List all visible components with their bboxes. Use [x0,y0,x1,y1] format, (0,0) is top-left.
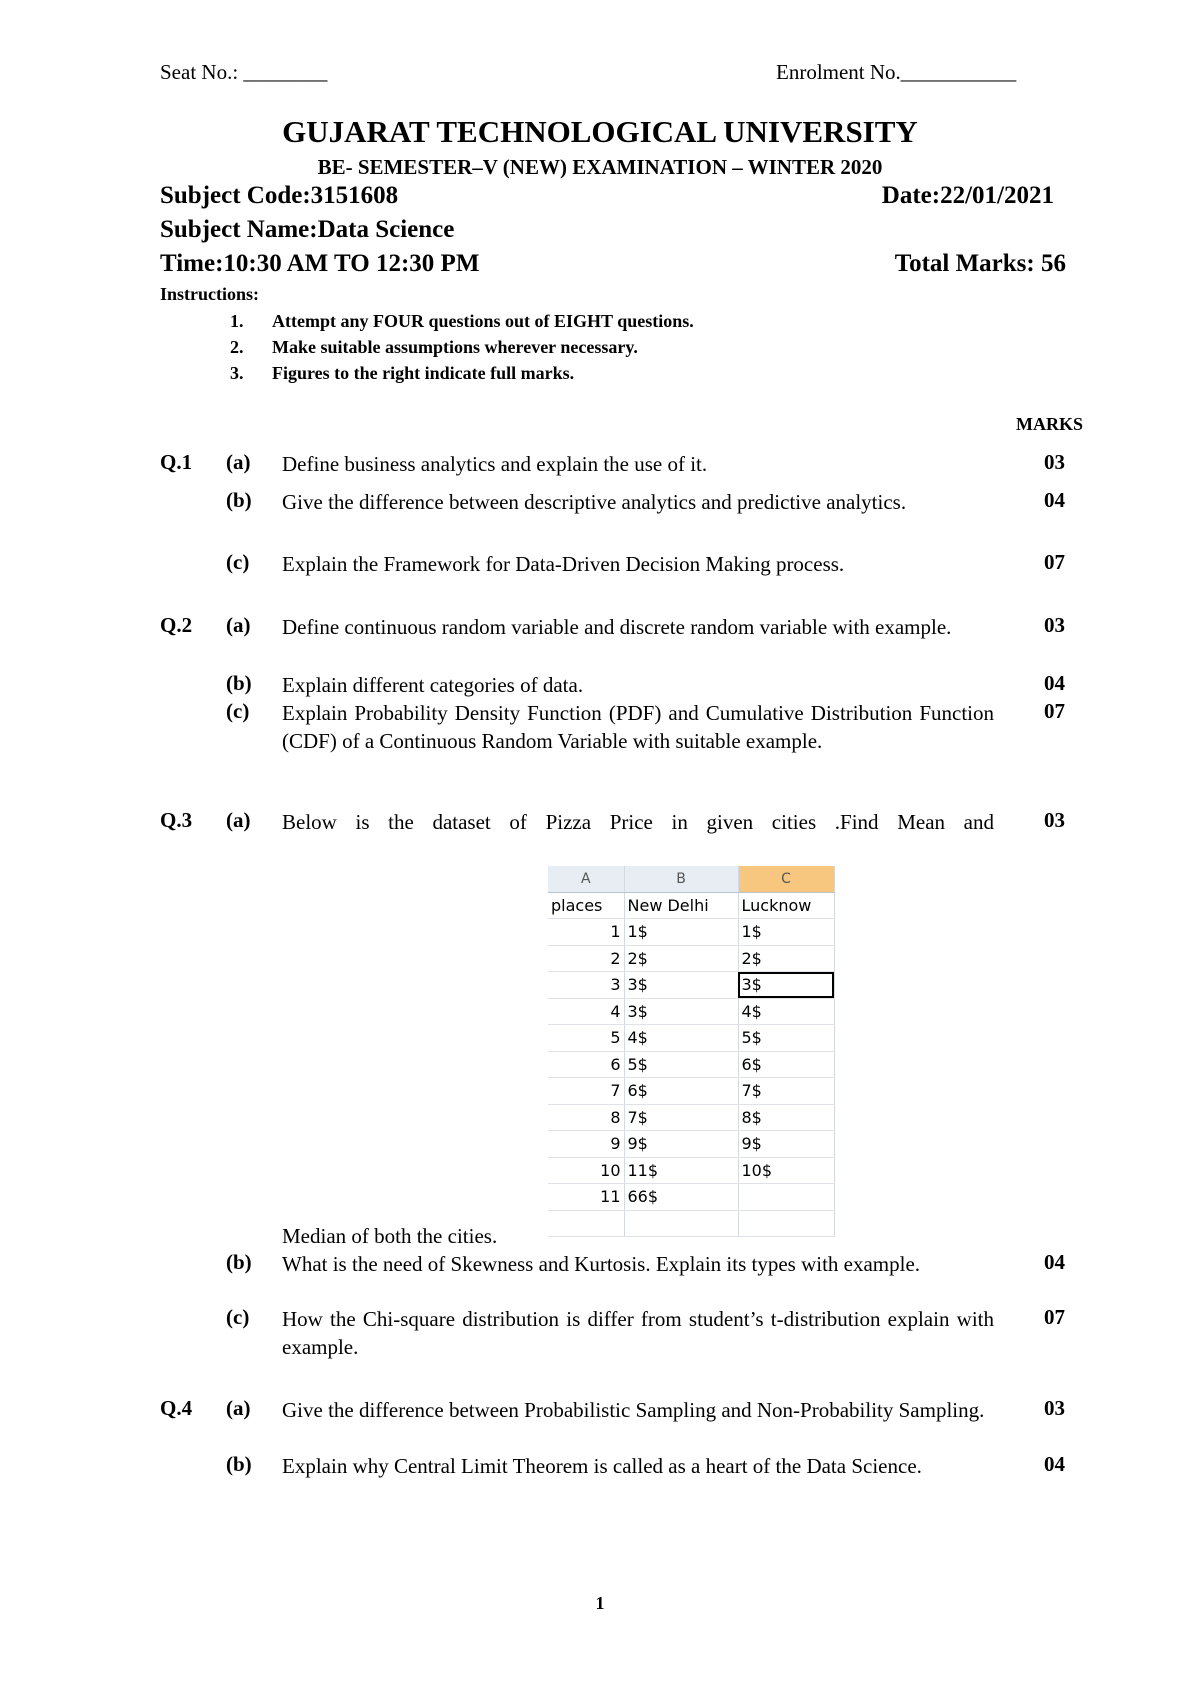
question-part: (c) [226,699,250,723]
question-text: Define business analytics and explain the use of it. [282,452,708,476]
question-marks: 03 [1044,808,1065,832]
table-row [548,1157,834,1184]
question-text: Explain different categories of data. [282,673,584,697]
column-header: places [548,892,624,919]
question-part: (b) [226,671,252,695]
table-cell: 66$ [624,1184,738,1211]
question-text: Give the difference between Probabilistic Sampling and Non-Probability Sampling. [282,1398,985,1422]
table-row [548,1131,834,1158]
table-cell: 9$ [738,1131,834,1158]
table-cell: 3 [548,972,624,999]
question-part: (b) [226,1452,252,1476]
question-text: Median of both the cities. [282,1224,498,1248]
instructions-heading: Instructions: [160,284,260,304]
table-cell: 4 [548,998,624,1025]
subject-code: Subject Code:3151608 [160,182,399,209]
question-marks: 03 [1044,1396,1065,1420]
table-cell: 5 [548,1025,624,1052]
question-part: (b) [226,1250,252,1274]
table-cell: 8 [548,1104,624,1131]
table-cell: 6 [548,1051,624,1078]
table-cell-selected: 3$ [738,972,834,999]
table-row [548,1104,834,1131]
table-row [548,1078,834,1105]
table-cell: 1 [548,919,624,946]
table-cell: 1$ [738,919,834,946]
table-cell: 9 [548,1131,624,1158]
question-text: What is the need of Skewness and Kurtosis. Explain its types with example. [282,1252,921,1276]
column-header: New Delhi [624,892,738,919]
table-row [548,1025,834,1052]
table-cell: 3$ [624,998,738,1025]
question-number: Q.4 [160,1396,193,1420]
total-marks: Total Marks: 56 [894,250,1066,277]
table-row [548,919,834,946]
table-row [548,972,834,999]
column-letter-row [548,866,834,892]
question-text: Below is the dataset of Pizza Price in given cities .Find Mean and [282,810,994,834]
table-cell: 7 [548,1078,624,1105]
table-cell: 2$ [624,945,738,972]
instruction-item: 2. Make suitable assumptions wherever necessary. [230,337,638,357]
seat-no-field: Seat No.: ________ [160,60,328,84]
instruction-item: 3. Figures to the right indicate full marks. [230,363,575,383]
table-cell: 9$ [624,1131,738,1158]
university-title: GUJARAT TECHNOLOGICAL UNIVERSITY [282,114,918,149]
table-cell: 11$ [624,1157,738,1184]
instructions-list [230,308,694,386]
question-marks: 04 [1044,1452,1065,1476]
table-cell: 5$ [738,1025,834,1052]
table-cell: 2 [548,945,624,972]
table-cell: 3$ [624,972,738,999]
question-part: (a) [226,613,251,637]
table-cell: 10 [548,1157,624,1184]
question-marks: 03 [1044,613,1065,637]
table-cell [738,1184,834,1211]
table-cell: 6$ [624,1078,738,1105]
table-cell: 7$ [738,1078,834,1105]
question-part: (c) [226,550,250,574]
question-marks: 07 [1044,550,1065,574]
table-header-row [548,892,834,919]
enrolment-no-field: Enrolment No.___________ [776,60,1017,84]
question-part: (c) [226,1305,250,1329]
question-marks: 07 [1044,1305,1065,1329]
table-row [548,1051,834,1078]
question-marks: 03 [1044,450,1065,474]
page-number: 1 [595,1593,605,1613]
column-letter: A [548,866,624,892]
subject-name: Subject Name:Data Science [160,216,455,243]
question-part: (a) [226,1396,251,1420]
question-text: How the Chi-square distribution is differ from student’s t-distribution explain with example. [282,1307,994,1359]
question-text: Explain the Framework for Data-Driven Decision Making process. [282,552,845,576]
question-marks: 04 [1044,1250,1065,1274]
question-marks: 04 [1044,671,1065,695]
table-cell: 8$ [738,1104,834,1131]
marks-heading: MARKS [1016,414,1083,434]
exam-title: BE- SEMESTER–V (NEW) EXAMINATION – WINTER 2020 [317,155,883,179]
question-text: Define continuous random variable and discrete random variable with example. [282,615,952,639]
question-text: Give the difference between descriptive analytics and predictive analytics. [282,490,907,514]
question-text: Explain why Central Limit Theorem is called as a heart of the Data Science. [282,1454,922,1478]
table-cell: 4$ [624,1025,738,1052]
question-part: (a) [226,450,251,474]
question-number: Q.2 [160,613,193,637]
column-letter: B [624,866,738,892]
question-marks: 04 [1044,488,1065,512]
table-cell: 4$ [738,998,834,1025]
table-cell: 10$ [738,1157,834,1184]
question-number: Q.3 [160,808,193,832]
question-part: (b) [226,488,252,512]
table-row [548,998,834,1025]
table-cell: 1$ [624,919,738,946]
column-letter: C [738,866,834,892]
question-marks: 07 [1044,699,1065,723]
question-part: (a) [226,808,251,832]
table-cell: 11 [548,1184,624,1211]
table-row [548,1184,834,1211]
exam-time: Time:10:30 AM TO 12:30 PM [160,250,480,277]
column-header: Lucknow [738,892,834,919]
table-cell: 5$ [624,1051,738,1078]
exam-date: Date:22/01/2021 [881,182,1054,209]
table-row [548,945,834,972]
table-cell: 7$ [624,1104,738,1131]
question-text: Explain Probability Density Function (PDF) and Cumulative Distribution Function (CDF) of a Continuous Random Variable with suitable example. [282,701,994,753]
instruction-item: 1. Attempt any FOUR questions out of EIGHT questions. [230,311,694,331]
pizza-price-spreadsheet [548,866,834,1237]
question-number: Q.1 [160,450,193,474]
table-cell: 2$ [738,945,834,972]
table-cell: 6$ [738,1051,834,1078]
